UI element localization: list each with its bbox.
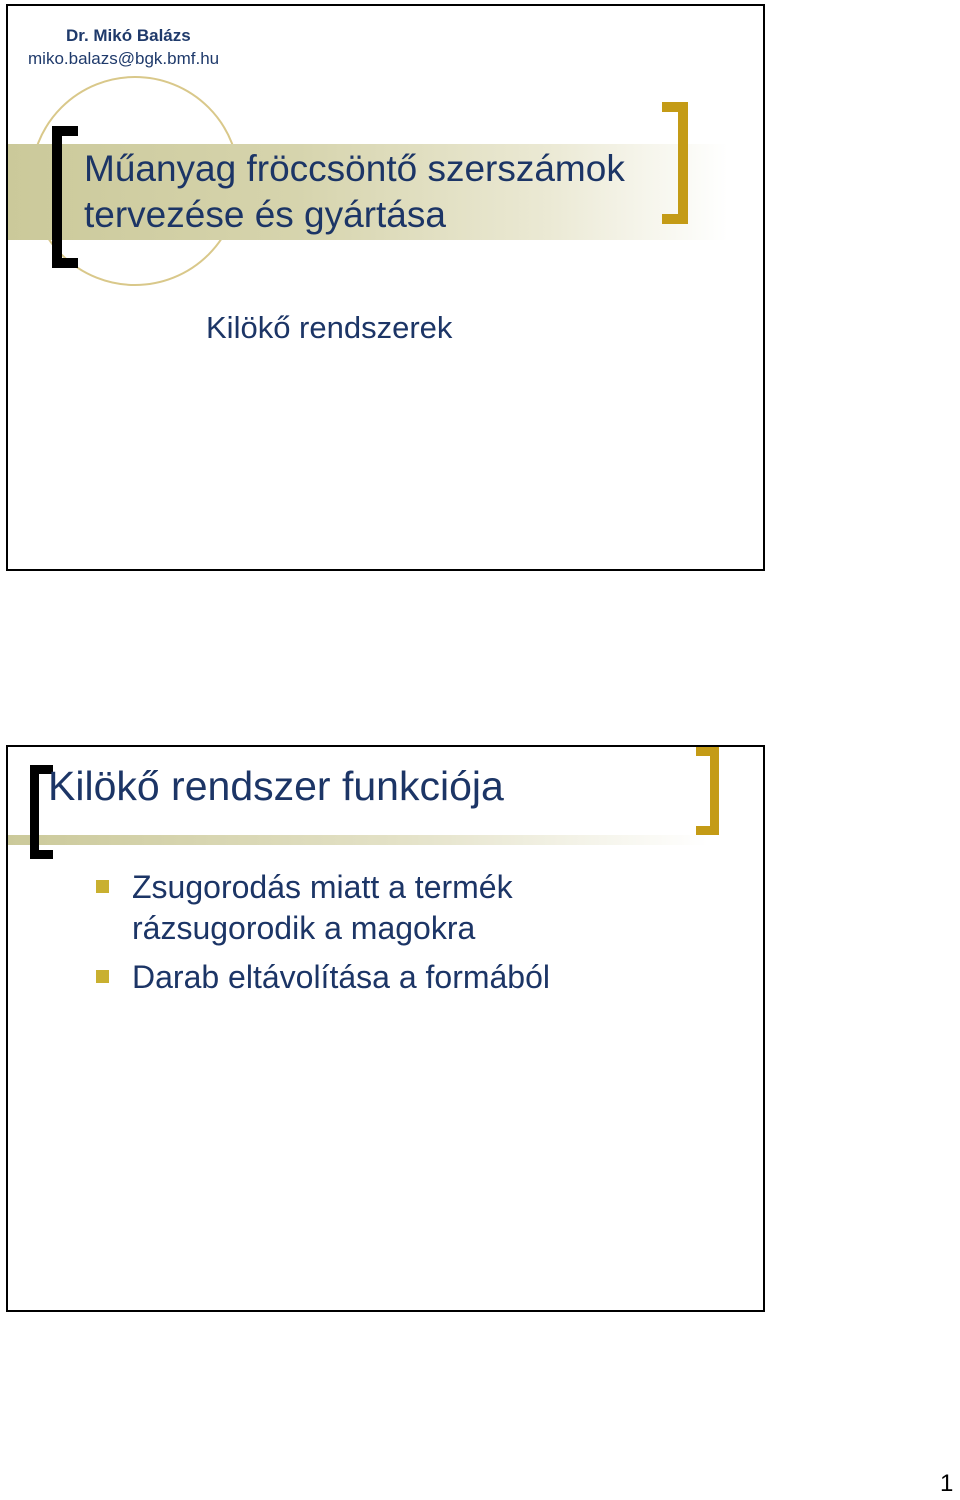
square-bullet-icon xyxy=(96,970,109,983)
slide-title-line-2: tervezése és gyártása xyxy=(84,194,446,235)
bullet-list xyxy=(96,867,736,1006)
title-underline-band xyxy=(8,835,708,845)
slide-1 xyxy=(6,4,765,571)
author-email: miko.balazs@bgk.bmf.hu xyxy=(28,49,220,68)
square-bullet-icon xyxy=(96,880,109,893)
right-bracket-icon xyxy=(696,747,719,835)
author-name: Dr. Mikó Balázs xyxy=(66,26,191,45)
list-item xyxy=(96,957,736,998)
slide-title-line-1: Műanyag fröccsöntő szerszámok xyxy=(84,148,625,189)
slide-subtitle: Kilökő rendszerek xyxy=(206,310,453,345)
bullet-text-line: Zsugorodás miatt a termék xyxy=(132,869,513,905)
slide-title xyxy=(84,146,684,238)
bullet-text-line: rázsugorodik a magokra xyxy=(132,910,476,946)
list-item xyxy=(96,867,736,949)
bullet-text-line: Darab eltávolítása a formából xyxy=(132,959,550,995)
left-bracket-icon xyxy=(52,126,78,268)
slide-title: Kilökő rendszer funkciója xyxy=(48,763,504,809)
slide-2 xyxy=(6,745,765,1312)
page-number: 1 xyxy=(940,1470,954,1497)
